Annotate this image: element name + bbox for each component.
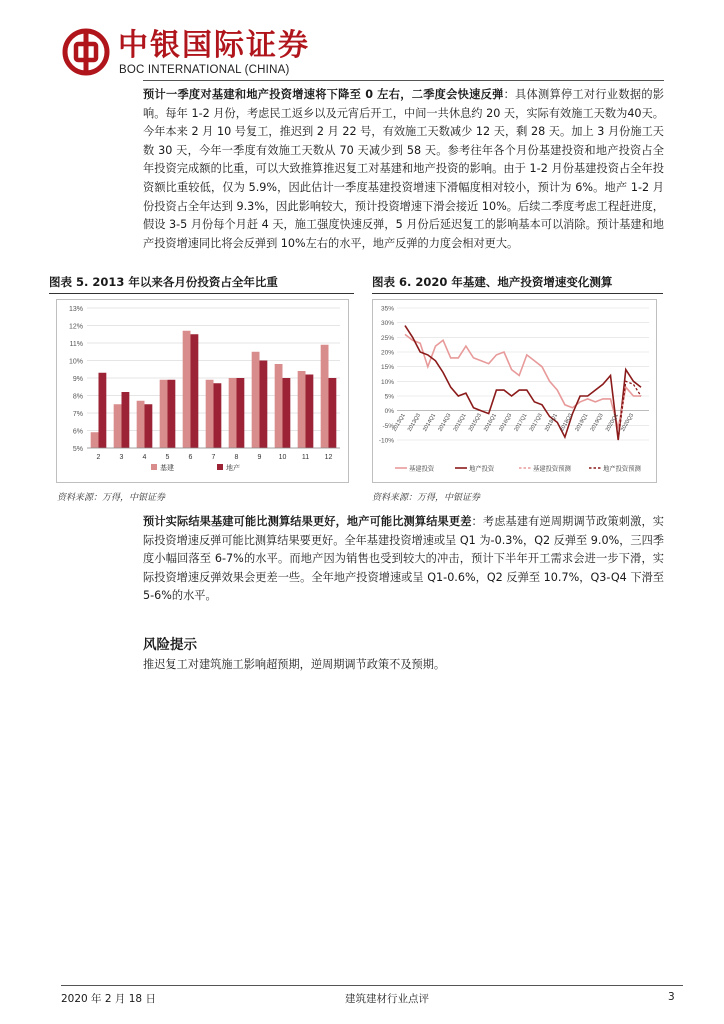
x-tick-label: 2019Q1 [574, 412, 590, 433]
x-tick-label: 2019Q3 [589, 412, 605, 433]
y-tick-label: 7% [72, 411, 83, 418]
y-tick-label: -10% [378, 437, 394, 445]
brand-name-en: BOC INTERNATIONAL (CHINA) [119, 64, 290, 76]
x-tick-label: 2013Q1 [391, 412, 407, 433]
bar-infra [298, 371, 306, 448]
figure6-chart [373, 300, 656, 482]
y-tick-label: 30% [380, 320, 394, 328]
figure5-chart [57, 300, 348, 482]
y-tick-label: 20% [380, 349, 394, 357]
bar-property [237, 378, 245, 448]
y-tick-label: 35% [380, 305, 394, 313]
x-tick-label: 2013Q3 [406, 412, 422, 433]
figure6-chart-frame [372, 299, 657, 483]
y-tick-label: 0% [384, 408, 394, 416]
bar-infra [160, 380, 168, 448]
paragraph-body: ：具体测算停工对行业数据的影响。每年 1-2 月份，考虑民工返乡以及元宵后开工，中间一共休息约 20 天，实际有效施工天数为40天。今年本来 2 月 10 号复工，推迟到 2 月 22 号，有效施工天数减少 12 天，剩 28 天。加上 3 月份施工天数 30 天，今年一季度有效施工天数从 70 天减少到 58 天。参考往年各个月份基建投资和地产投资占全年投资完成额的比重，可以大致推算推迟复工对基建和地产投资的影响。由于 1-2 月份基建投资占全年投资额比重较低，仅为 5.9%，因此估计一季度基建投资增速下滑幅度相对较小，预计为 6%。地产 1-2 月份投资占全年达到 9.3%，因此影响较大，预计投资增速下滑会接近 10%。后续二季度考虑工程赶进度，假设 3-5 月份每个月赶 4 天，施工强度快速反弹，5 月份后延迟复工的影响基本可以消除。预计基建和地产投资增速同比将会反弹到 10%左右的水平，地产反弹的力度会相对更大。 [143, 88, 664, 250]
legend-label: 基建投资预测 [533, 465, 571, 473]
x-tick-label: 6 [188, 454, 193, 461]
risk-section-title: 风险提示 [143, 637, 197, 653]
x-tick-label: 2014Q1 [422, 412, 438, 433]
footer-page-number: 3 [668, 991, 675, 1003]
figure6-title: 图表 6. 2020 年基建、地产投资增速变化测算 [372, 275, 613, 289]
paragraph-infra-forecast [143, 86, 664, 253]
risk-section-text: 推迟复工对建筑施工影响超预期，逆周期调节政策不及预期。 [143, 658, 446, 671]
bar-property [99, 373, 107, 448]
bar-infra [137, 401, 145, 448]
bar-property [168, 380, 176, 448]
x-tick-label: 2017Q3 [528, 412, 544, 433]
x-tick-label: 2015Q3 [467, 412, 483, 433]
bar-property [145, 404, 153, 448]
legend-label: 基建投资 [409, 465, 435, 473]
bar-property [122, 392, 130, 448]
x-tick-label: 2017Q1 [513, 412, 529, 433]
paragraph-body: ：考虑基建有逆周期调节政策刺激，实际投资增速反弹可能比测算结果要更好。全年基建投资增速或呈 Q1 为-0.3%，Q2 反弹至 9.0%，三四季度小幅回落至 6-7%的水平。而地产因为销售也受到较大的冲击，预计下半年开工需求会进一步下滑，实际投资增速反弹效果会更差一些。全年地产投资增速或呈 Q1-0.6%，Q2 反弹至 10.7%，Q3-Q4 下滑至 5-6%的水平。 [143, 515, 664, 603]
bar-property [260, 361, 268, 449]
y-tick-label: 5% [384, 393, 394, 401]
y-tick-label: 10% [380, 378, 394, 386]
paragraph-lead: 预计一季度对基建和地产投资增速将下降至 0 左右，二季度会快速反弹 [143, 88, 504, 101]
y-tick-label: -5% [382, 422, 394, 430]
y-tick-label: 12% [68, 323, 83, 331]
legend-label: 地产投资 [469, 465, 495, 473]
bar-infra [114, 404, 122, 448]
y-tick-label: 9% [72, 376, 83, 383]
bar-property [329, 378, 337, 448]
y-tick-label: 6% [72, 428, 83, 436]
y-tick-label: 5% [72, 446, 83, 453]
figure5-divider [49, 293, 354, 294]
bar-infra [206, 380, 214, 448]
figure5-title: 图表 5. 2013 年以来各月份投资占全年比重 [49, 275, 278, 289]
bar-infra [252, 352, 260, 448]
x-tick-label: 2016Q3 [498, 412, 514, 433]
bar-infra [321, 345, 329, 448]
legend-label: 地产 [226, 465, 240, 472]
figure6-source: 资料来源：万得，中银证券 [372, 493, 481, 503]
paragraph-lead: 预计实际结果基建可能比测算结果更好，地产可能比测算结果更差 [143, 515, 472, 528]
figure5-chart-frame [56, 299, 349, 483]
legend-label: 基建 [160, 465, 174, 472]
x-tick-label: 12 [324, 454, 333, 461]
bar-infra [91, 432, 99, 448]
x-tick-label: 2018Q1 [544, 412, 559, 433]
legend-label: 地产投资预测 [603, 465, 641, 473]
x-tick-label: 2020Q1 [604, 412, 620, 433]
x-tick-label: 2016Q1 [483, 412, 499, 433]
legend-swatch [217, 464, 223, 470]
legend-swatch [151, 464, 157, 470]
bar-infra [183, 331, 191, 448]
bar-property [214, 383, 222, 448]
bar-property [191, 334, 199, 448]
x-tick-label: 2014Q3 [437, 412, 453, 433]
x-tick-label: 2015Q1 [452, 412, 468, 433]
x-tick-label: 10 [278, 454, 287, 461]
boc-logo-icon [61, 27, 111, 77]
footer-doc-title: 建筑建材行业点评 [345, 993, 429, 1005]
y-tick-label: 25% [380, 334, 394, 342]
figure5-source: 资料来源：万得，中银证券 [57, 493, 166, 503]
y-tick-label: 11% [69, 341, 83, 348]
y-tick-label: 13% [68, 306, 83, 313]
bar-property [283, 378, 291, 448]
x-tick-label: 9 [257, 454, 262, 461]
bar-infra [275, 364, 283, 448]
figure6-divider [372, 293, 663, 294]
x-tick-label: 8 [234, 454, 239, 461]
bar-property [306, 375, 314, 449]
x-tick-label: 4 [142, 454, 147, 461]
header-divider [143, 80, 664, 81]
x-tick-label: 5 [165, 454, 170, 461]
y-tick-label: 8% [72, 393, 83, 401]
x-tick-label: 2018Q3 [559, 412, 575, 433]
y-tick-label: 15% [380, 364, 394, 372]
x-tick-label: 2020Q3 [620, 412, 636, 433]
x-tick-label: 2 [96, 454, 101, 461]
bar-infra [229, 378, 237, 448]
x-tick-label: 11 [301, 454, 310, 461]
footer-date: 2020 年 2 月 18 日 [61, 993, 156, 1005]
x-tick-label: 7 [211, 454, 216, 461]
y-tick-label: 10% [68, 358, 83, 366]
x-tick-label: 3 [119, 454, 124, 461]
paragraph-actual-vs-forecast [143, 513, 664, 606]
brand-name-cn: 中银国际证券 [118, 28, 310, 63]
footer-divider [61, 985, 683, 986]
